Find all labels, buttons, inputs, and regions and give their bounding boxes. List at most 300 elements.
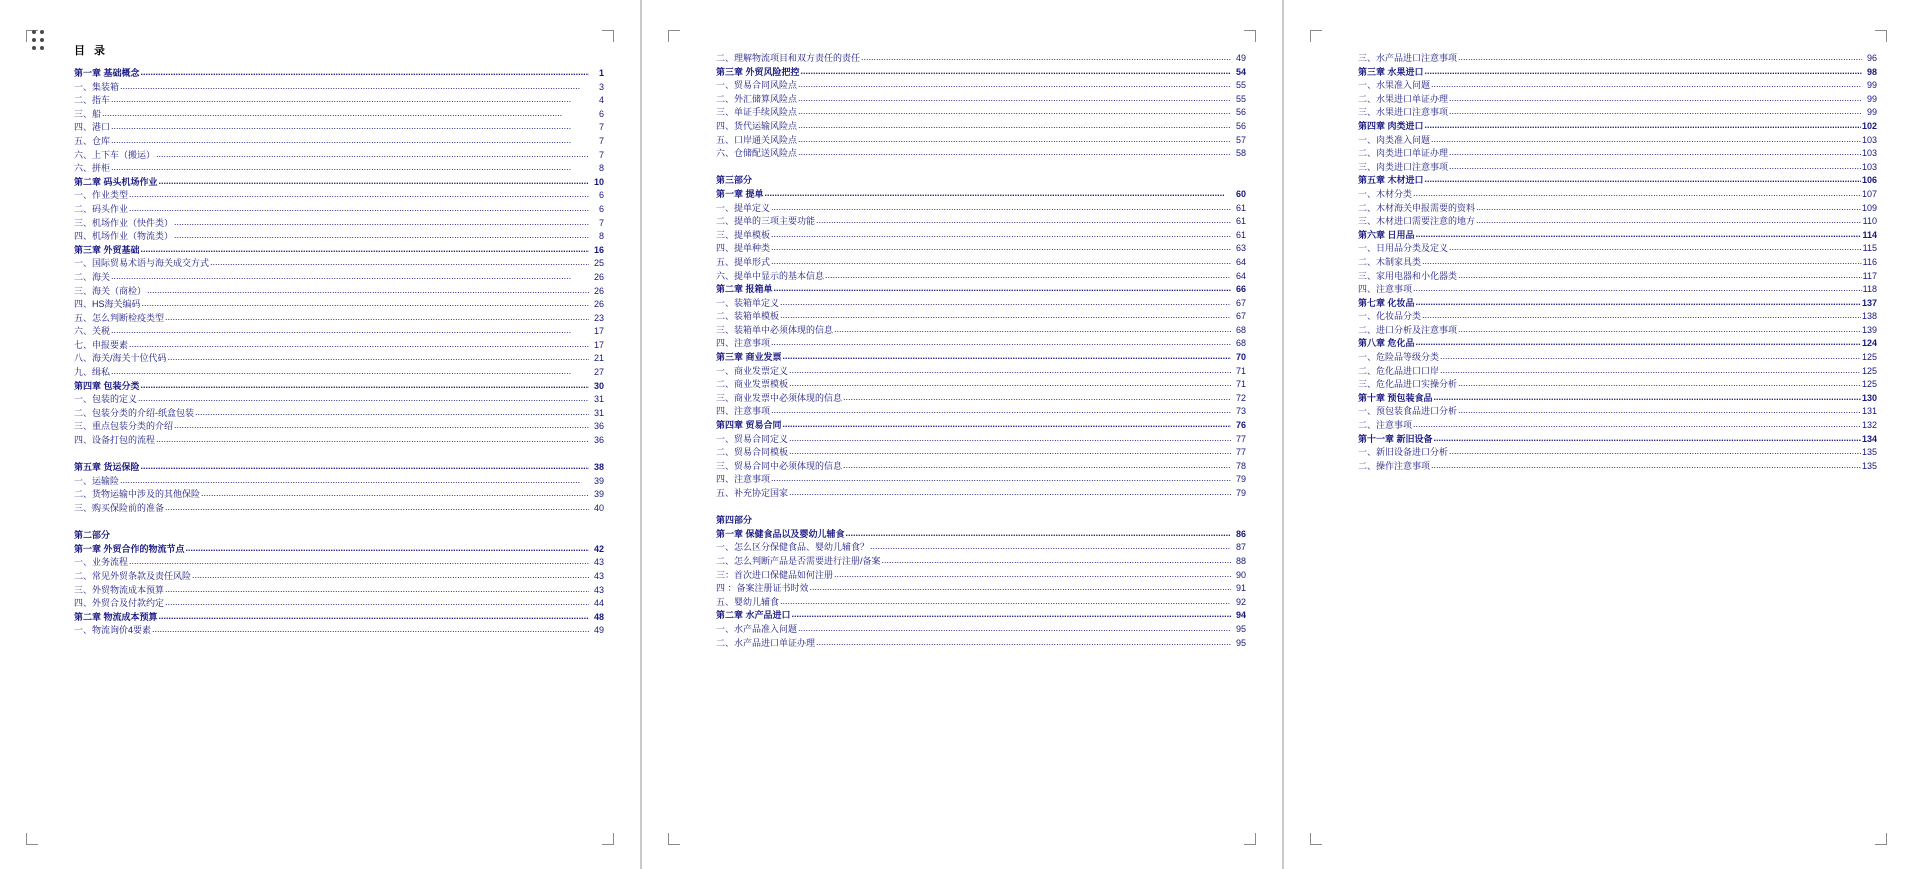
toc-entry-label: 一、贸易合同风险点 — [716, 80, 798, 91]
toc-entry[interactable] — [716, 242, 1246, 256]
toc-entry[interactable] — [74, 434, 604, 448]
toc-entry[interactable] — [74, 162, 604, 176]
toc-entry[interactable] — [716, 541, 1246, 555]
toc-entry-label: 四、外贸合及付款约定 — [74, 598, 165, 609]
toc-entry-page-number: 26 — [593, 285, 604, 296]
toc-entry[interactable] — [74, 217, 604, 231]
toc-entry[interactable] — [74, 81, 604, 95]
toc-entry-label: 第一章 基础概念 — [74, 68, 140, 78]
toc-leader-dots — [141, 461, 589, 474]
toc-entry-label: 一、装箱单定义 — [716, 297, 780, 308]
crop-mark-bottom-right — [1244, 833, 1256, 845]
toc-entry-page-number: 61 — [1235, 202, 1246, 213]
toc-entry-page-number: 8 — [598, 231, 604, 242]
toc-entry-page-number: 6 — [598, 108, 604, 119]
toc-entry[interactable] — [716, 215, 1246, 229]
toc-entry[interactable] — [716, 623, 1246, 637]
toc-entry[interactable] — [74, 502, 604, 516]
toc-entry-label: 二、指车 — [74, 95, 111, 106]
toc-entry[interactable] — [74, 380, 604, 394]
toc-entry-label: 七、申报要素 — [74, 339, 129, 350]
document-page-3[interactable] — [1284, 0, 1909, 869]
toc-entry-page-number: 77 — [1235, 447, 1246, 458]
crop-mark-top-right — [1244, 30, 1256, 42]
toc-entry-label: 一、肉类准入问题 — [1358, 134, 1431, 145]
toc-entry[interactable] — [74, 176, 604, 190]
toc-leader-dots — [1431, 460, 1861, 473]
toc-entry-page-number: 54 — [1235, 66, 1246, 77]
toc-leader-dots — [129, 556, 589, 569]
toc-leader-dots — [1440, 365, 1861, 378]
toc-entry-label: 九、缉私 — [74, 367, 111, 378]
crop-mark-bottom-right — [1875, 833, 1887, 845]
toc-leader-dots — [1476, 202, 1861, 215]
toc-entry[interactable] — [74, 420, 604, 434]
toc-entry[interactable] — [716, 79, 1246, 93]
toc-entry[interactable] — [716, 202, 1246, 216]
toc-entry[interactable] — [1358, 419, 1877, 433]
toc-entry-label: 六、仓储配送风险点 — [716, 148, 798, 159]
toc-entry-label: 四、注意事项 — [716, 406, 771, 417]
toc-entry-page-number: 103 — [1861, 161, 1877, 172]
toc-leader-dots — [816, 637, 1231, 650]
toc-entry-label: 三、重点包装分类的介绍 — [74, 421, 174, 432]
toc-entry[interactable] — [716, 310, 1246, 324]
toc-entry-page-number: 68 — [1235, 338, 1246, 349]
toc-leader-dots — [111, 135, 589, 148]
toc-entry-page-number: 67 — [1235, 311, 1246, 322]
toc-entry[interactable] — [74, 135, 604, 149]
toc-entry[interactable] — [1358, 270, 1877, 284]
toc-entry[interactable] — [1358, 161, 1877, 175]
toc-leader-dots — [174, 420, 589, 433]
toc-leader-dots — [1431, 79, 1862, 92]
toc-entry-label: 第六章 日用品 — [1358, 229, 1415, 240]
toc-entry[interactable] — [1358, 433, 1877, 447]
toc-entry-page-number: 92 — [1235, 596, 1246, 607]
toc-entry-label: 第四章 包装分类 — [74, 380, 140, 391]
toc-entry[interactable] — [74, 461, 604, 475]
toc-entry-page-number: 60 — [1235, 188, 1246, 199]
toc-entry-page-number: 103 — [1861, 134, 1877, 145]
toc-leader-dots — [1422, 310, 1861, 323]
toc-entry[interactable] — [716, 487, 1246, 501]
toc-entry[interactable] — [74, 597, 604, 611]
toc-entry-page-number: 118 — [1862, 284, 1877, 295]
toc-entry[interactable] — [716, 324, 1246, 338]
toc-entry[interactable] — [716, 433, 1246, 447]
toc-leader-dots — [152, 624, 589, 637]
toc-entry[interactable] — [74, 298, 604, 312]
toc-entry-page-number: 115 — [1862, 243, 1877, 254]
toc-entry[interactable] — [1358, 365, 1877, 379]
toc-leader-dots — [1425, 174, 1861, 187]
toc-leader-dots — [1425, 120, 1861, 133]
toc-leader-dots — [111, 162, 589, 175]
toc-leader-dots — [111, 94, 589, 107]
toc-entry-label: 二、海关 — [74, 271, 111, 282]
toc-entry[interactable] — [74, 94, 604, 108]
toc-entry-page-number: 39 — [593, 475, 604, 486]
toc-entry[interactable] — [74, 189, 604, 203]
toc-entry-label: 第一章 保健食品以及婴幼儿辅食 — [716, 528, 845, 539]
toc-entry[interactable] — [1358, 283, 1877, 297]
toc-entry[interactable] — [716, 297, 1246, 311]
toc-spacer — [716, 161, 1246, 175]
toc-entry-page-number: 7 — [598, 217, 604, 228]
toc-entry-label: 二、货物运输中涉及的其他保险 — [74, 489, 201, 500]
toc-entry[interactable] — [1358, 120, 1877, 134]
toc-entry[interactable] — [1358, 337, 1877, 351]
toc-entry-label: 第一章 提单 — [716, 188, 764, 199]
toc-entry-page-number: 44 — [593, 598, 604, 609]
toc-entry[interactable] — [1358, 134, 1877, 148]
toc-entry[interactable] — [716, 93, 1246, 107]
toc-entry-label: 四、货代运输风险点 — [716, 120, 798, 131]
toc-entry[interactable] — [1358, 446, 1877, 460]
toc-leader-dots — [1413, 283, 1862, 296]
toc-entry[interactable] — [716, 582, 1246, 596]
toc-entry[interactable] — [716, 569, 1246, 583]
toc-entry-page-number: 40 — [593, 503, 604, 513]
toc-entry-label: 二、进口分析及注意事项 — [1358, 324, 1458, 335]
toc-leader-dots — [141, 380, 589, 393]
toc-entry-page-number: 86 — [1235, 528, 1246, 539]
toc-entry-page-number: 96 — [1866, 53, 1877, 63]
toc-entry[interactable] — [716, 188, 1246, 202]
toc-leader-dots — [1449, 93, 1862, 106]
toc-entry[interactable] — [1358, 378, 1877, 392]
toc-entry-label: 一、提单定义 — [716, 202, 771, 213]
toc-entry-label: 三、外贸物流成本预算 — [74, 584, 165, 595]
toc-entry[interactable] — [716, 419, 1246, 433]
toc-entry-page-number: 4 — [598, 95, 604, 106]
toc-entry-label: 一、包装的定义 — [74, 394, 138, 405]
toc-entry[interactable] — [716, 174, 1246, 188]
toc-entry[interactable] — [74, 325, 604, 339]
toc-entry[interactable] — [716, 473, 1246, 487]
toc-entry[interactable] — [74, 67, 604, 81]
toc-entry-page-number: 43 — [593, 570, 604, 581]
toc-leader-dots — [1422, 256, 1862, 269]
drag-handle-dots[interactable] — [32, 30, 46, 52]
toc-entry-label: 一、水果准入问题 — [1358, 80, 1431, 91]
toc-leader-dots — [1449, 106, 1862, 119]
toc-entry[interactable] — [74, 271, 604, 285]
toc-entry-page-number: 49 — [593, 625, 604, 636]
toc-entry-label: 第五章 货运保险 — [74, 462, 140, 473]
toc-entry-page-number: 99 — [1866, 80, 1877, 91]
toc-leader-dots — [174, 217, 589, 230]
toc-leader-dots — [1434, 433, 1861, 446]
toc-leader-dots — [129, 203, 589, 216]
toc-entry-label: 第三章 商业发票 — [716, 352, 782, 363]
toc-leader-dots — [798, 79, 1231, 92]
toc-entry[interactable] — [716, 609, 1246, 623]
toc-entry[interactable] — [716, 405, 1246, 419]
toc-entry-label: 三、海关（商检） — [74, 285, 147, 296]
toc-entry-label: 四、HS海关编码 — [74, 299, 141, 310]
toc-entry[interactable] — [1358, 242, 1877, 256]
toc-entry-page-number: 109 — [1861, 202, 1877, 213]
toc-entry-label: 第四章 肉类进口 — [1358, 120, 1424, 131]
toc-leader-dots — [111, 325, 589, 338]
toc-entry-label: 二、水产品进口单证办理 — [716, 637, 816, 648]
toc-entry[interactable] — [716, 229, 1246, 243]
toc-entry[interactable] — [74, 339, 604, 353]
toc-entry[interactable] — [74, 407, 604, 421]
toc-entry-label: 六、提单中显示的基本信息 — [716, 270, 825, 281]
toc-entry[interactable] — [1358, 460, 1877, 474]
toc-entry[interactable] — [74, 475, 604, 489]
toc-leader-dots — [765, 188, 1231, 201]
toc-entry[interactable] — [74, 121, 604, 135]
toc-entry-label: 六、拼柜 — [74, 163, 111, 174]
toc-entry-label: 一、物流询价4要素 — [74, 625, 152, 636]
toc-entry-page-number: 110 — [1862, 216, 1877, 227]
toc-entry-page-number: 42 — [593, 543, 604, 554]
toc-entry-page-number: 64 — [1235, 270, 1246, 281]
toc-entry-label: 第二部分 — [74, 530, 111, 541]
toc-entry[interactable] — [716, 256, 1246, 270]
toc-leader-dots — [210, 257, 589, 270]
toc-entry-label: 五、婴幼儿辅食 — [716, 596, 780, 607]
toc-entry[interactable] — [74, 543, 604, 557]
document-page-1[interactable] — [0, 0, 640, 869]
toc-entry[interactable] — [716, 555, 1246, 569]
toc-entry[interactable] — [74, 244, 604, 258]
toc-entry[interactable] — [74, 149, 604, 163]
toc-entry-page-number: 10 — [593, 176, 604, 187]
toc-entry-page-number: 107 — [1861, 188, 1877, 199]
toc-leader-dots — [771, 405, 1231, 418]
toc-leader-dots — [165, 597, 589, 610]
toc-entry-label: 三、船 — [74, 108, 102, 119]
toc-entry-label: 三、肉类进口注意事项 — [1358, 161, 1449, 172]
toc-leader-dots — [1416, 297, 1861, 310]
toc-spacer — [74, 516, 604, 530]
toc-entry-label: 一、作业类型 — [74, 190, 129, 201]
toc-entry-label: 第十章 预包装食品 — [1358, 392, 1433, 403]
toc-entry[interactable] — [74, 257, 604, 271]
toc-entry-label: 第二章 水产品进口 — [716, 610, 791, 621]
toc-entry-page-number: 138 — [1861, 311, 1877, 322]
toc-entry-page-number: 90 — [1235, 569, 1246, 580]
toc-entry-label: 一、新旧设备进口分析 — [1358, 447, 1449, 458]
toc-entry-page-number: 139 — [1861, 324, 1877, 335]
toc-entry[interactable] — [74, 570, 604, 584]
toc-leader-dots — [780, 297, 1231, 310]
toc-entry-label: 三、装箱单中必须体现的信息 — [716, 324, 834, 335]
toc-entry-label: 三、家用电器和小化器类 — [1358, 270, 1458, 281]
toc-leader-dots — [156, 434, 589, 447]
toc-entry-label: 三、木材进口需要注意的地方 — [1358, 216, 1476, 227]
toc-entry[interactable] — [716, 66, 1246, 80]
toc-entry-label: 二、木制家具类 — [1358, 256, 1422, 267]
toc-leader-dots — [120, 475, 589, 488]
toc-leader-dots — [843, 392, 1231, 405]
toc-leader-dots — [1458, 405, 1861, 418]
toc-entry-label: 三、水产品进口注意事项 — [1358, 53, 1458, 63]
toc-entry[interactable] — [1358, 188, 1877, 202]
toc-leader-dots — [1425, 66, 1862, 79]
toc-entry-page-number: 38 — [593, 462, 604, 473]
toc-leader-dots — [771, 473, 1231, 486]
toc-leader-dots — [771, 202, 1231, 215]
toc-entry-page-number: 16 — [593, 244, 604, 255]
toc-entry-label: 一、化妆品分类 — [1358, 311, 1422, 322]
toc-entry[interactable] — [1358, 215, 1877, 229]
toc-entry-page-number: 76 — [1235, 420, 1246, 431]
toc-entry-label: 五、补充协定国家 — [716, 488, 789, 498]
toc-entry-page-number: 25 — [593, 258, 604, 269]
toc-entry[interactable] — [1358, 93, 1877, 107]
toc-entry[interactable] — [716, 270, 1246, 284]
toc-entry[interactable] — [716, 528, 1246, 542]
toc-leader-dots — [1431, 134, 1861, 147]
toc-entry[interactable] — [716, 106, 1246, 120]
toc-entry-label: 四、机场作业（物流类） — [74, 231, 174, 242]
toc-entry[interactable] — [716, 460, 1246, 474]
toc-entry-page-number: 71 — [1235, 379, 1246, 390]
toc-entry-label: 三：首次进口保健品如何注册 — [716, 569, 834, 580]
toc-leader-dots — [783, 419, 1231, 432]
toc-leader-dots — [1458, 52, 1862, 65]
toc-entry[interactable] — [716, 147, 1246, 161]
toc-entry[interactable] — [1358, 66, 1877, 80]
toc-entry[interactable] — [74, 624, 604, 638]
toc-entry[interactable] — [74, 366, 604, 380]
toc-entry-page-number: 27 — [593, 367, 604, 378]
toc-entry-label: 三、贸易合同中必须体现的信息 — [716, 460, 843, 471]
toc-entry[interactable] — [1358, 297, 1877, 311]
toc-leader-dots — [111, 121, 589, 134]
toc-entry-page-number: 87 — [1235, 542, 1246, 553]
toc-entry-label: 一、运输险 — [74, 475, 120, 486]
toc-entry[interactable] — [1358, 106, 1877, 120]
toc-leader-dots — [129, 189, 589, 202]
toc-leader-dots — [138, 393, 589, 406]
toc-leader-dots — [789, 433, 1231, 446]
toc-leader-dots — [771, 242, 1231, 255]
toc-leader-dots — [201, 488, 589, 501]
toc-leader-dots — [834, 569, 1231, 582]
toc-list-page-1 — [74, 67, 604, 638]
toc-leader-dots — [1458, 324, 1861, 337]
toc-entry-label: 第十一章 新旧设备 — [1358, 433, 1433, 444]
toc-leader-dots — [165, 502, 589, 515]
toc-entry-label: 第五章 木材进口 — [1358, 175, 1424, 186]
toc-entry-label: 三、机场作业（快件类） — [74, 217, 174, 228]
toc-entry[interactable] — [1358, 310, 1877, 324]
toc-leader-dots — [111, 271, 589, 284]
toc-entry-page-number: 7 — [598, 122, 604, 133]
toc-entry[interactable] — [74, 556, 604, 570]
toc-entry[interactable] — [716, 120, 1246, 134]
toc-entry-label: 三、商业发票中必须体现的信息 — [716, 392, 843, 403]
toc-entry-label: 二、木材海关申报需要的资料 — [1358, 202, 1476, 213]
crop-mark-top-right — [602, 30, 614, 42]
toc-entry[interactable] — [1358, 79, 1877, 93]
toc-entry[interactable] — [716, 637, 1246, 651]
toc-entry[interactable] — [74, 584, 604, 598]
toc-entry[interactable] — [74, 203, 604, 217]
toc-entry[interactable] — [74, 230, 604, 244]
toc-entry[interactable] — [74, 285, 604, 299]
toc-entry-page-number: 67 — [1235, 297, 1246, 308]
toc-entry[interactable] — [74, 393, 604, 407]
toc-entry[interactable] — [716, 514, 1246, 528]
page-title: 目 录 — [74, 45, 109, 57]
toc-entry[interactable] — [716, 378, 1246, 392]
toc-list-page-3 — [1358, 52, 1877, 473]
toc-entry-label: 二、危化品进口口岸 — [1358, 365, 1440, 376]
toc-entry-page-number: 43 — [593, 557, 604, 568]
toc-entry[interactable] — [1358, 174, 1877, 188]
toc-entry-page-number: 95 — [1235, 637, 1246, 648]
toc-entry[interactable] — [716, 283, 1246, 297]
toc-leader-dots — [870, 541, 1231, 554]
toc-entry-label: 二、水果进口单证办理 — [1358, 93, 1449, 104]
toc-entry[interactable] — [1358, 202, 1877, 216]
toc-leader-dots — [1413, 419, 1861, 432]
toc-leader-dots — [789, 365, 1231, 378]
toc-entry[interactable] — [716, 446, 1246, 460]
toc-entry[interactable] — [716, 134, 1246, 148]
toc-entry-label: 四、提单种类 — [716, 243, 771, 254]
toc-leader-dots — [102, 108, 589, 121]
toc-entry[interactable] — [1358, 52, 1877, 66]
toc-entry[interactable] — [74, 611, 604, 625]
toc-entry[interactable] — [74, 529, 604, 543]
toc-entry[interactable] — [1358, 256, 1877, 270]
crop-mark-bottom-right — [602, 833, 614, 845]
toc-entry[interactable] — [1358, 324, 1877, 338]
toc-entry[interactable] — [716, 52, 1246, 66]
toc-entry-label: 一、木材分类 — [1358, 188, 1413, 199]
toc-entry-label: 五、口岸通关风险点 — [716, 134, 798, 145]
toc-entry[interactable] — [716, 365, 1246, 379]
toc-entry[interactable] — [1358, 405, 1877, 419]
toc-entry[interactable] — [1358, 392, 1877, 406]
toc-entry[interactable] — [74, 312, 604, 326]
toc-leader-dots — [789, 378, 1231, 391]
toc-leader-dots — [159, 611, 589, 624]
toc-entry[interactable] — [1358, 229, 1877, 243]
toc-entry-page-number: 61 — [1235, 229, 1246, 240]
toc-entry-page-number: 106 — [1861, 175, 1877, 186]
toc-entry-label: 三、购买保险前的准备 — [74, 503, 165, 513]
toc-entry-page-number: 3 — [598, 81, 604, 92]
toc-entry-label: 一、预包装食品进口分析 — [1358, 406, 1458, 417]
toc-entry[interactable] — [74, 352, 604, 366]
toc-entry[interactable] — [1358, 351, 1877, 365]
toc-entry[interactable] — [1358, 147, 1877, 161]
toc-entry[interactable] — [74, 488, 604, 502]
toc-entry-page-number: 79 — [1235, 488, 1246, 498]
toc-entry[interactable] — [716, 337, 1246, 351]
toc-entry-page-number: 134 — [1861, 433, 1877, 444]
toc-entry[interactable] — [716, 351, 1246, 365]
toc-entry-label: 三、提单模板 — [716, 229, 771, 240]
toc-entry[interactable] — [716, 596, 1246, 610]
toc-entry[interactable] — [74, 108, 604, 122]
toc-leader-dots — [780, 310, 1231, 323]
toc-entry-page-number: 114 — [1862, 229, 1877, 240]
toc-entry[interactable] — [716, 392, 1246, 406]
toc-leader-dots — [798, 93, 1231, 106]
document-page-2[interactable] — [642, 0, 1282, 869]
